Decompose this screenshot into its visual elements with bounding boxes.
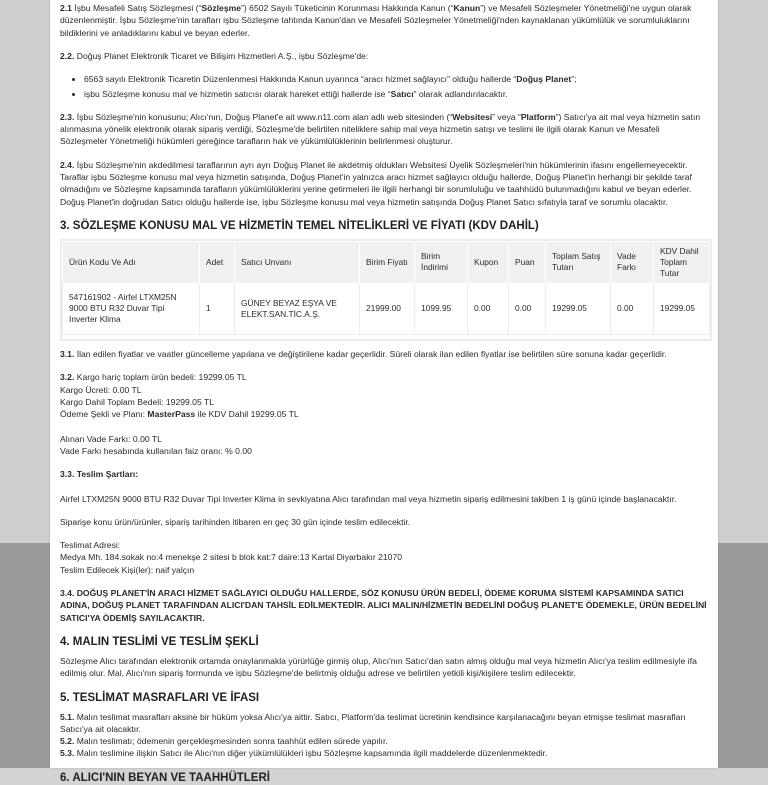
table-row	[63, 283, 710, 334]
clause-text: İşbu Sözleşme'nin konusunu; Alıcı'nın, Doğuş Planet'e ait www.n11.com alan adlı web sitesinden (“	[74, 111, 453, 122]
clause-text: ”) 6502 Sayılı Tüketicinin Korunması Hakkında Kanun (“	[241, 3, 454, 13]
clause-number: 5.3.	[60, 748, 75, 759]
document-content	[50, 0, 718, 785]
clause-3-3-heading: 3.3. Teslim Şartları:	[60, 469, 139, 480]
section-4-text: Sözleşme Alıcı tarafından elektronik ortamda onaylanmakla yürürlüğe girmiş olup, Alıcı'nın Satıcı'dan satın almış olduğu mal veya hizmetin Alıcı'ya teslim edilmesiyle ifa edilmiş olur. Mal, Alıcı'nın sipariş formunda ve işbu Sözleşme'de belirtmiş olduğu adrese ve belirtilen yetkili kişi/kişilere teslim edilecektir.	[60, 655, 697, 679]
clause-number: 5.2.	[60, 736, 75, 747]
clause-text: ”) ve Mesafeli Sözleşmeler Yönetmeliği'ne uygun olarak düzenlenmiştir. İşbu Sözleşme'nin tarafları işbu Sözleşme tahtında Kanun'dan ve Mesafeli Sözleşmeler Yönetmeliği'nden kaynaklanan yükümlülük ve sorumluluklarını bildiklerini ve anladıklarını kabul ve beyan ederler.	[60, 3, 692, 38]
term-satici: Satıcı	[390, 89, 414, 100]
cell-quantity: 1	[200, 283, 235, 334]
section-6-heading: 6. ALICI'NIN BEYAN VE TAAHHÜTLERİ	[60, 771, 270, 784]
column-header: Birim Fiyatı	[360, 241, 415, 283]
section-3-heading: 3. SÖZLEŞME KONUSU MAL VE HİZMETİN TEMEL NİTELİKLERİ VE FİYATI (KDV DAHİL)	[60, 219, 539, 232]
section-4-heading: 4. MALIN TESLİMİ VE TESLİM ŞEKLİ	[60, 635, 259, 648]
clause-number: 2.3.	[60, 111, 75, 122]
clause-number: 2.2.	[60, 50, 75, 61]
list-item	[84, 88, 708, 100]
cell-unit-price: 21999.00	[360, 283, 415, 334]
clause-text: İşbu Sözleşme'nin akdedilmesi taraflarının ayrı ayrı Doğuş Planet ile akdetmiş oldukları Websitesi Üyelik Sözleşmeleri'nin hükümlerinin ifasını engellemeyecektir. Taraflar işbu Sözleşme konusu mal veya hizmetin satışında, Doğuş Planet'in yalnızca aracı hizmet sağlayıcı olduğu hallerde, Doğuş Planet'in herhangi bir şekilde taraf olmadığını ve Sözleşme kapsamında tarafların yükümlülüklerini yerine getirmeleri ile ilgili herhangi bir sorumluluğu ve taahhüdü bulunmadığını kabul ve beyan ederler. Doğuş Planet'in doğrudan Satıcı olduğu hallerde ise, işbu Sözleşme konusu mal veya hizmetin satışında Doğuş Planet Satıcı sıfatıyla taraf ve sorumlu olacaktır.	[60, 159, 692, 207]
column-header: KDV Dahil Toplam Tutar	[654, 241, 710, 283]
list-item-text: 6563 sayılı Elektronik Ticaretin Düzenlenmesi Hakkında Kanun uyarınca “aracı hizmet sağlayıcı” olduğu hallerde “	[84, 74, 517, 85]
column-header: Birim İndirimi	[415, 241, 468, 283]
term-platform: Platform	[520, 111, 556, 122]
cell-unit-discount: 1099.95	[415, 283, 468, 334]
total-with-shipping-line: Kargo Dahil Toplam Bedeli: 19299.05 TL	[60, 397, 214, 408]
term-websitesi: Websitesi	[452, 111, 493, 122]
clause-2-2	[60, 50, 708, 62]
clause-text: ” veya “	[492, 111, 521, 122]
clause-2-4	[60, 159, 708, 208]
cell-total-incl-vat: 19299.05	[654, 283, 710, 334]
address-value: Medya Mh. 184.sokak no:4 menekşe 2 sitesi b blok kat:7 daire:13 Kartal Diyarbakır 21070	[60, 552, 403, 563]
table-header-row	[63, 241, 710, 283]
payment-provider: MasterPass	[147, 409, 196, 420]
column-header: Adet	[200, 241, 235, 283]
term-sozlesme: Sözleşme	[201, 3, 242, 13]
maturity-diff-line: Alınan Vade Farkı: 0.00 TL	[60, 433, 162, 444]
clause-text: İşbu Mesafeli Satış Sözleşmesi (“	[71, 3, 202, 13]
clause-number: 3.1.	[60, 349, 75, 360]
clause-3-4: 3.4. DOĞUŞ PLANET'İN ARACI HİZMET SAĞLAYICI OLDUĞU HALLERDE, SÖZ KONUSU ÜRÜN BEDELİ, ÖDEME KORUMA SİSTEMİ KAPSAMINDA SATICI ADINA, DOĞUŞ PLANET TARAFINDAN ALICI'DAN TAHSİL EDİLMEKTEDİR. ALICI MALIN/HİZMETİN BEDELİNİ DOĞUŞ PLANET'E ÖDEMEKLE, ÜRÜN BEDELİNİ SATICI'YA ÖDEMİŞ SAYILACAKTIR.	[60, 588, 707, 623]
clause-text: Malın teslimat masrafları aksine bir hüküm yoksa Alıcı'ya aittir. Satıcı, Platform'da teslimat ücretinin kendisince karşılanacağını beyan etmişse teslimat masrafları Satıcı'ya ait olacaktır.	[60, 711, 686, 734]
contract-document[interactable]	[50, 0, 718, 784]
column-header: Ürün Kodu Ve Adı	[63, 241, 200, 283]
clause-text: Malın teslimatı; ödemenin gerçekleşmesinden sonra taahhüt edilen sürede yapılır.	[74, 736, 388, 747]
cell-points: 0.00	[509, 283, 546, 334]
list-item-text: ”;	[571, 74, 577, 85]
product-table-wrapper	[60, 239, 712, 341]
column-header: Puan	[509, 241, 546, 283]
term-kanun: Kanun	[453, 3, 481, 13]
clause-5-3	[60, 747, 708, 759]
address-label: Teslimat Adresi:	[60, 540, 121, 551]
clause-number: 2.1	[60, 3, 72, 13]
product-table	[62, 241, 710, 335]
clause-5-2	[60, 735, 708, 747]
clause-text: Doğuş Planet Elektronik Ticaret ve Bilişim Hizmetleri A.Ş., işbu Sözleşme'de:	[74, 50, 369, 61]
list-item-text: ” olarak adlandırılacaktır.	[413, 89, 508, 100]
clause-2-1	[60, 2, 708, 39]
recipient-line: Teslim Edilecek Kişi(ler): naif yalçın	[60, 564, 195, 575]
column-header: Kupon	[468, 241, 509, 283]
clause-number: 2.4.	[60, 159, 75, 170]
interest-rate-line: Vade Farkı hesabında kullanılan faiz oranı: % 0.00	[60, 445, 252, 456]
clause-text: İlan edilen fiyatlar ve vaatler güncelleme yapılana ve değiştirilene kadar geçerlidir. Süreli olarak ilan edilen fiyatlar ise belirtilen süre sonuna kadar geçerlidir.	[74, 349, 667, 360]
list-item-text: işbu Sözleşme konusu mal ve hizmetin satıcısı olarak hareket ettiği hallerde ise “	[84, 89, 391, 100]
cell-total-sale: 19299.05	[546, 283, 611, 334]
clause-5-1	[60, 711, 708, 736]
subtotal-line: Kargo hariç toplam ürün bedeli: 19299.05 TL	[74, 372, 247, 383]
column-header: Satıcı Unvanı	[235, 241, 360, 283]
cell-product: 547161902 - Airfel LTXM25N 9000 BTU R32 Duvar Tipi Inverter Klima	[63, 283, 200, 334]
clause-text: ”) Satıcı'ya ait mal veya hizmetin satın alınmasına yönelik elektronik olarak sipariş verdiği, Sözleşme'de belirtilen niteliklere sahip mal veya hizmetin satışı ve teslimi ile ilgili olarak Kanun ve Mesafeli Sözleşmeler Yönetmeliği hükümleri gereğince tarafların hak ve yükümlülüklerinin belirlenmesi oluşturur.	[60, 111, 701, 147]
shipping-fee-line: Kargo Ücreti: 0.00 TL	[60, 384, 142, 395]
column-header: Vade Farkı	[611, 241, 654, 283]
clause-text: Malın teslimine ilişkin Satıcı ile Alıcı'nın diğer yükümlülükleri işbu Sözleşme kapsamında ilgili maddelerde düzenlenmektedir.	[74, 748, 548, 759]
list-item	[84, 73, 708, 85]
payment-label: Ödeme Şekli ve Planı:	[60, 409, 148, 420]
payment-method-line	[60, 408, 708, 420]
term-dogus-planet: Doğuş Planet	[516, 74, 572, 85]
clause-2-3	[60, 111, 708, 148]
clause-2-2-list	[60, 73, 708, 101]
section-5-heading: 5. TESLİMAT MASRAFLARI VE İFASI	[60, 691, 260, 704]
cell-coupon: 0.00	[468, 283, 509, 334]
cell-seller: GÜNEY BEYAZ EŞYA VE ELEKT.SAN.TİC.A.Ş.	[235, 283, 360, 334]
clause-number: 5.1.	[60, 711, 75, 722]
clause-number: 3.2.	[60, 372, 75, 383]
column-header: Toplam Satış Tutarı	[546, 241, 611, 283]
cell-maturity-diff: 0.00	[611, 283, 654, 334]
clause-3-1	[60, 348, 708, 360]
delivery-deadline-text: Siparişe konu ürün/ürünler, sipariş tarihinden itibaren en geç 30 gün içinde teslim edilecektir.	[60, 516, 411, 527]
shipping-start-text: Airfel LTXM25N 9000 BTU R32 Duvar Tipi Inverter Klima in sevkiyatına Alıcı tarafından mal veya hizmetin sipariş edilmesini takiben 1 iş günü içinde başlanacaktır.	[60, 493, 677, 504]
clause-3-2	[60, 371, 708, 457]
payment-amount: ile KDV Dahil 19299.05 TL	[195, 409, 299, 420]
delivery-address-block	[60, 539, 708, 576]
